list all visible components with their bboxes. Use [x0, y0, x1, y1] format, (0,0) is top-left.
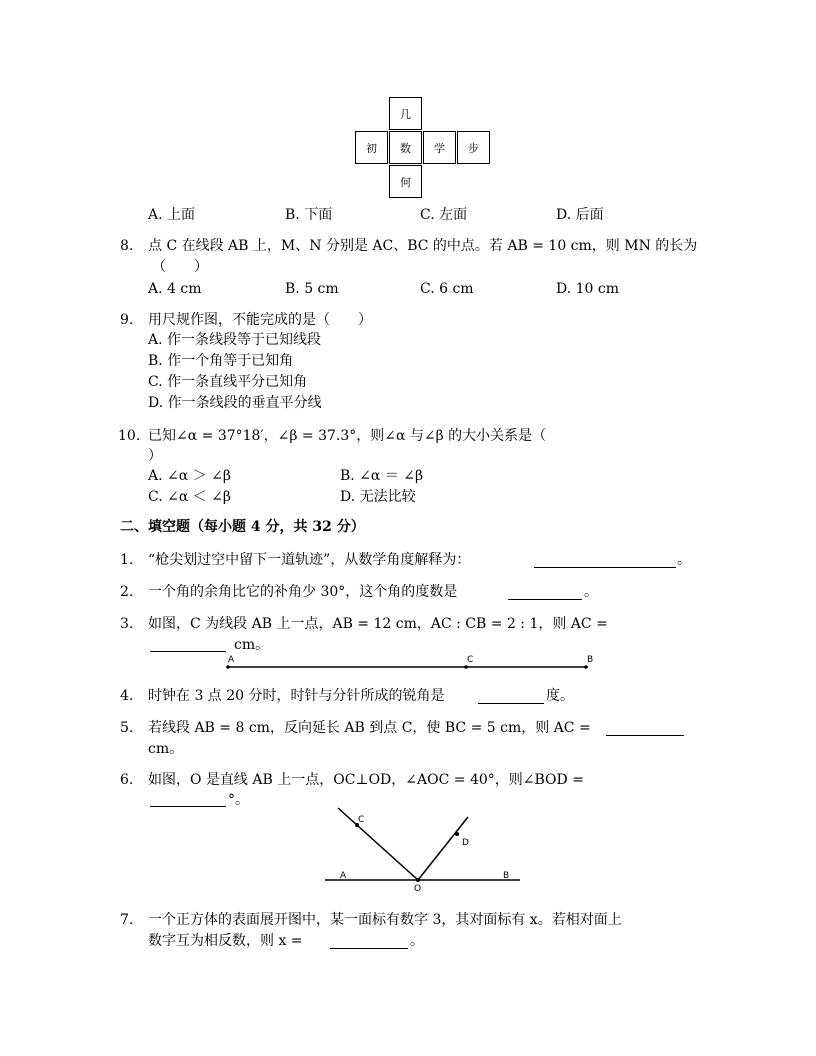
- q7-option-d: D. 后面: [556, 207, 604, 223]
- f1-end: 。: [677, 552, 691, 568]
- f6-text: 如图，O 是直线 AB 上一点，OC⊥OD，∠AOC = 40°，则∠BOD =: [148, 772, 584, 788]
- f4-answer-blank[interactable]: [478, 688, 544, 704]
- f2-answer-blank[interactable]: [508, 584, 582, 600]
- f4-text: 时钟在 3 点 20 分时，时针与分针所成的锐角是: [148, 688, 445, 704]
- f3-text: 如图，C 为线段 AB 上一点，AB = 12 cm，AC : CB = 2 : 1，则 AC =: [148, 616, 608, 632]
- q8-number: 8.: [120, 238, 134, 254]
- q10-option-c: C. ∠α ＜ ∠β: [148, 489, 232, 505]
- q7-option-a: A. 上面: [148, 207, 196, 223]
- q8-text: 点 C 在线段 AB 上，M、N 分别是 AC、BC 的中点。若 AB = 10 cm，则 MN 的长为: [148, 238, 698, 254]
- f5-answer-blank[interactable]: [606, 720, 684, 736]
- label-c: C: [467, 655, 474, 665]
- f2-end: 。: [584, 584, 598, 600]
- segment-figure: [220, 652, 600, 674]
- q9-option-b: B. 作一个角等于已知角: [148, 353, 294, 369]
- net-cell-top: 几: [389, 97, 422, 130]
- label-b: B: [503, 871, 510, 881]
- ray-od: [418, 817, 468, 880]
- q7-option-c: C. 左面: [420, 207, 468, 223]
- point-c: [464, 665, 468, 669]
- q8-paren: （ ）: [152, 259, 208, 275]
- f5-number: 5.: [120, 720, 134, 736]
- net-cell-far-right: 步: [457, 131, 490, 164]
- q8-option-d: D. 10 cm: [556, 281, 620, 297]
- q9-text: 用尺规作图，不能完成的是（ ）: [148, 312, 372, 328]
- net-cell-center: 数: [389, 131, 422, 164]
- f2-number: 2.: [120, 584, 134, 600]
- point-o: [416, 878, 420, 882]
- f7-text-2: 数字互为相反数，则 x =: [148, 933, 303, 949]
- net-cell-right: 学: [423, 131, 456, 164]
- f5-end: cm。: [148, 741, 184, 757]
- f7-end: 。: [410, 933, 424, 949]
- net-cell-left: 初: [355, 131, 388, 164]
- q10-text: 已知∠α = 37°18′，∠β = 37.3°，则∠α 与∠β 的大小关系是（: [148, 428, 547, 444]
- ray-oc: [338, 808, 418, 880]
- f4-end: 度。: [546, 688, 574, 704]
- f6-number: 6.: [120, 772, 134, 788]
- f7-number: 7.: [120, 912, 134, 928]
- q9-option-d: D. 作一条线段的垂直平分线: [148, 395, 322, 411]
- q10-number: 10.: [118, 428, 141, 444]
- f3-answer-blank[interactable]: [150, 636, 226, 652]
- q10-paren: ）: [148, 448, 162, 464]
- q10-option-a: A. ∠α ＞ ∠β: [148, 468, 231, 484]
- f6-answer-blank[interactable]: [150, 791, 226, 807]
- q10-option-d: D. 无法比较: [340, 489, 416, 505]
- f3-end: cm。: [234, 637, 270, 653]
- q7-option-b: B. 下面: [285, 207, 333, 223]
- f4-number: 4.: [120, 688, 134, 704]
- net-cell-bottom: 何: [389, 165, 422, 198]
- point-b: [584, 665, 588, 669]
- q10-option-b: B. ∠α ＝ ∠β: [340, 468, 424, 484]
- point-d: [455, 832, 459, 836]
- f1-answer-blank[interactable]: [534, 552, 676, 568]
- f2-text: 一个角的余角比它的补角少 30°，这个角的度数是: [148, 584, 458, 600]
- f1-text: “枪尖划过空中留下一道轨迹”，从数学角度解释为：: [148, 552, 471, 568]
- q9-option-a: A. 作一条线段等于已知线段: [148, 332, 322, 348]
- section-heading: 二、填空题（每小题 4 分，共 32 分）: [120, 519, 365, 535]
- label-a: A: [340, 871, 347, 881]
- angle-figure: [320, 805, 525, 890]
- label-b: B: [587, 655, 594, 665]
- q8-option-c: C. 6 cm: [420, 281, 474, 297]
- f6-end: °。: [228, 792, 249, 808]
- q9-option-c: C. 作一条直线平分已知角: [148, 374, 308, 390]
- label-d: D: [462, 838, 469, 848]
- q9-number: 9.: [120, 312, 134, 328]
- f7-text: 一个正方体的表面展开图中，某一面标有数字 3，其对面标有 x。若相对面上: [148, 912, 622, 928]
- f7-answer-blank[interactable]: [330, 933, 408, 949]
- f1-number: 1.: [120, 552, 134, 568]
- q8-option-a: A. 4 cm: [148, 281, 202, 297]
- f3-number: 3.: [120, 616, 134, 632]
- label-a: A: [228, 655, 235, 665]
- point-a: [226, 665, 230, 669]
- label-c: C: [358, 815, 365, 825]
- label-o: O: [414, 884, 422, 894]
- f5-text: 若线段 AB = 8 cm，反向延长 AB 到点 C，使 BC = 5 cm，则 AC =: [148, 720, 591, 736]
- q8-option-b: B. 5 cm: [285, 281, 339, 297]
